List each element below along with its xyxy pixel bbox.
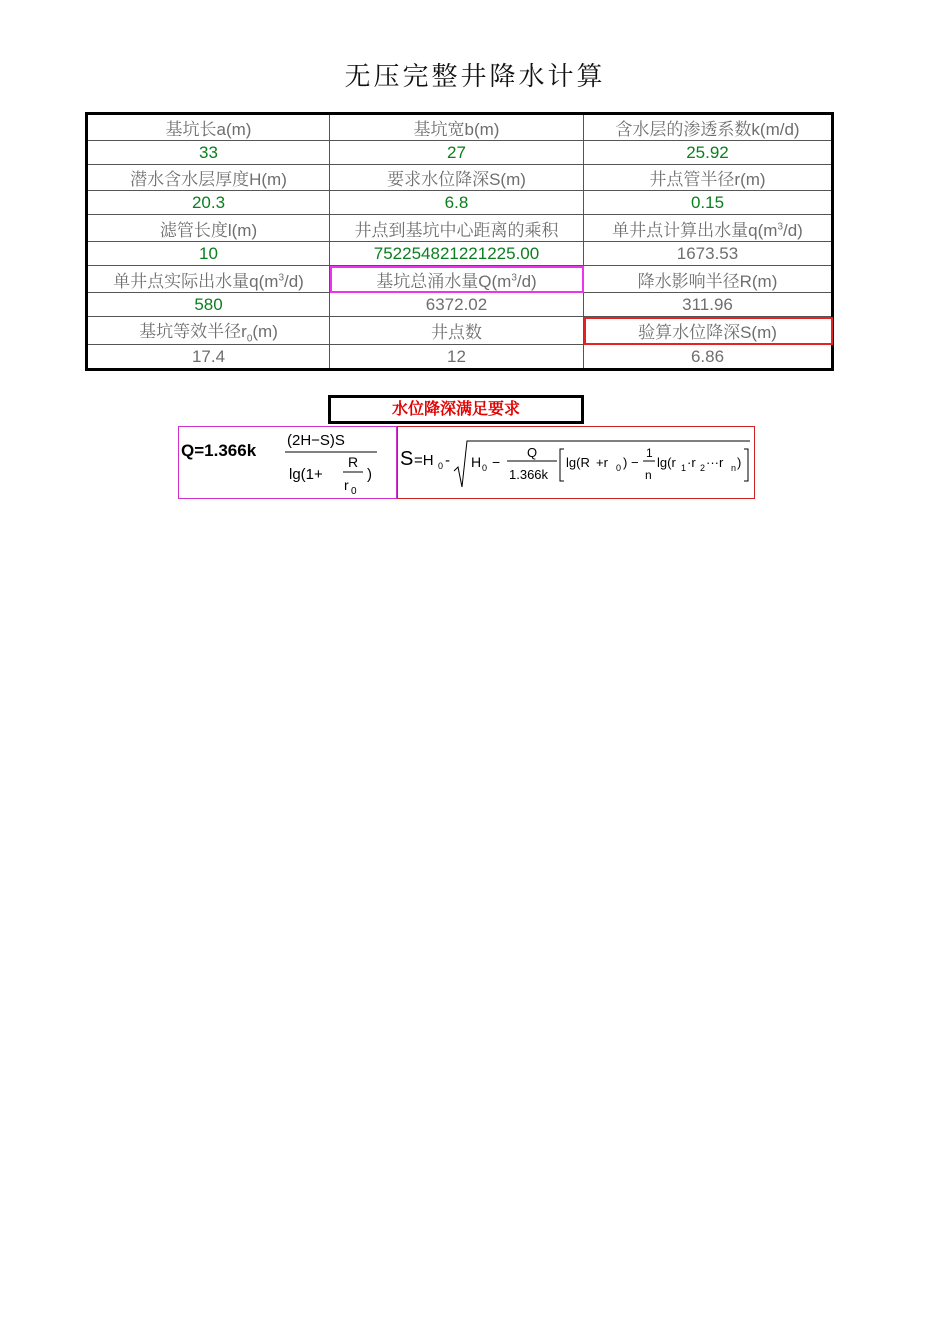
single-well-actual-flow-value[interactable]: 580	[87, 293, 330, 317]
check-drawdown-label: 验算水位降深S(m)	[584, 317, 833, 345]
drawdown-status-box: 水位降深满足要求	[328, 395, 584, 424]
formula-s-lhs: S	[400, 448, 414, 470]
pit-length-value[interactable]: 33	[87, 141, 330, 165]
well-count-value: 12	[330, 345, 584, 370]
required-drawdown-label: 要求水位降深S(m)	[330, 165, 584, 191]
single-well-calc-flow-value: 1673.53	[584, 242, 833, 266]
influence-radius-label: 降水影响半径R(m)	[584, 266, 833, 293]
formula-q-sub0: 0	[351, 486, 357, 497]
formula-q-den-num: R	[348, 454, 359, 470]
influence-radius-value: 311.96	[584, 293, 833, 317]
well-radius-value[interactable]: 0.15	[584, 191, 833, 215]
single-well-actual-flow-label: 单井点实际出水量$q(m^3/d)$	[87, 266, 330, 293]
pit-width-value[interactable]: 27	[330, 141, 584, 165]
well-radius-label: 井点管半径r(m)	[584, 165, 833, 191]
formula-s-frac-den: 1.366k	[509, 467, 549, 482]
check-drawdown-value: 6.86	[584, 345, 833, 370]
table-row	[87, 215, 833, 242]
table-row	[87, 345, 833, 370]
right-bracket	[744, 449, 748, 481]
table-row	[87, 317, 833, 345]
formula-s-frac-num: Q	[527, 445, 538, 460]
total-inflow-value: 6372.02	[330, 293, 584, 317]
formula-s-lg2: lg(r	[657, 455, 676, 470]
aquifer-thickness-value[interactable]: 20.3	[87, 191, 330, 215]
formula-s-eq: =H	[414, 452, 434, 469]
formula-q-numerator: (2H−S)S	[287, 432, 345, 449]
equivalent-radius-value: 17.4	[87, 345, 330, 370]
left-bracket	[560, 449, 564, 481]
page-title: 无压完整井降水计算	[344, 62, 606, 91]
formula-q-den-right: )	[367, 466, 372, 483]
permeability-value[interactable]: 25.92	[584, 141, 833, 165]
filter-length-value[interactable]: 10	[87, 242, 330, 266]
formula-s-dot: ·r	[687, 455, 696, 470]
formula-s-sub2: 2	[700, 463, 706, 473]
total-inflow-label: 基坑总涌水量$Q(m^3/d)$	[330, 266, 584, 293]
formula-s-close1: )	[623, 455, 628, 470]
distance-product-label: 井点到基坑中心距离的乘积	[330, 215, 584, 242]
formula-s-minus: -	[445, 452, 450, 469]
table-row	[87, 191, 833, 215]
drawdown-formula-box	[397, 426, 755, 499]
formula-s-close2: )	[737, 455, 742, 470]
inflow-formula-box	[178, 426, 397, 499]
formula-q-lhs: Q=1.366k	[181, 441, 257, 460]
pit-length-label: 基坑长a(m)	[87, 114, 330, 141]
formula-s-plusr-sub: 0	[616, 463, 622, 473]
pit-width-label: 基坑宽b(m)	[330, 114, 584, 141]
calculation-table	[85, 112, 834, 371]
formula-s-lg1: lg(R	[566, 455, 590, 470]
table-row	[87, 141, 833, 165]
filter-length-label: 滤管长度l(m)	[87, 215, 330, 242]
formula-s-sub0: 0	[438, 461, 444, 471]
table-row	[87, 114, 833, 141]
table-row	[87, 293, 833, 317]
table-row	[87, 266, 833, 293]
well-count-label: 井点数	[330, 317, 584, 345]
single-well-calc-flow-label: 单井点计算出水量$q(m^3/d)$	[584, 215, 833, 242]
table-row	[87, 165, 833, 191]
table-row	[87, 242, 833, 266]
formula-s-dots: ···r	[706, 455, 724, 470]
aquifer-thickness-label: 潜水含水层厚度H(m)	[87, 165, 330, 191]
formula-s-radh-sub: 0	[482, 463, 488, 473]
formula-s-n: n	[645, 468, 652, 482]
formula-s-plusr: +r	[596, 455, 608, 470]
formula-s-sub1: 1	[681, 463, 687, 473]
formula-s-minus2: −	[631, 455, 639, 470]
formula-q-den-left: lg(1+	[289, 466, 323, 483]
permeability-label: 含水层的渗透系数k(m/d)	[584, 114, 833, 141]
formula-s-radminus: −	[492, 454, 501, 470]
distance-product-value[interactable]: 752254821221225.00	[330, 242, 584, 266]
drawdown-formula	[398, 427, 754, 498]
formula-s-radh: H	[471, 454, 482, 470]
formula-s-subn: n	[731, 463, 737, 473]
equivalent-radius-label: 基坑等效半径$r_0(m)$	[87, 317, 330, 345]
formula-s-one: 1	[646, 446, 653, 460]
inflow-formula	[179, 427, 396, 498]
required-drawdown-value[interactable]: 6.8	[330, 191, 584, 215]
formula-q-den-den: r	[344, 477, 349, 493]
